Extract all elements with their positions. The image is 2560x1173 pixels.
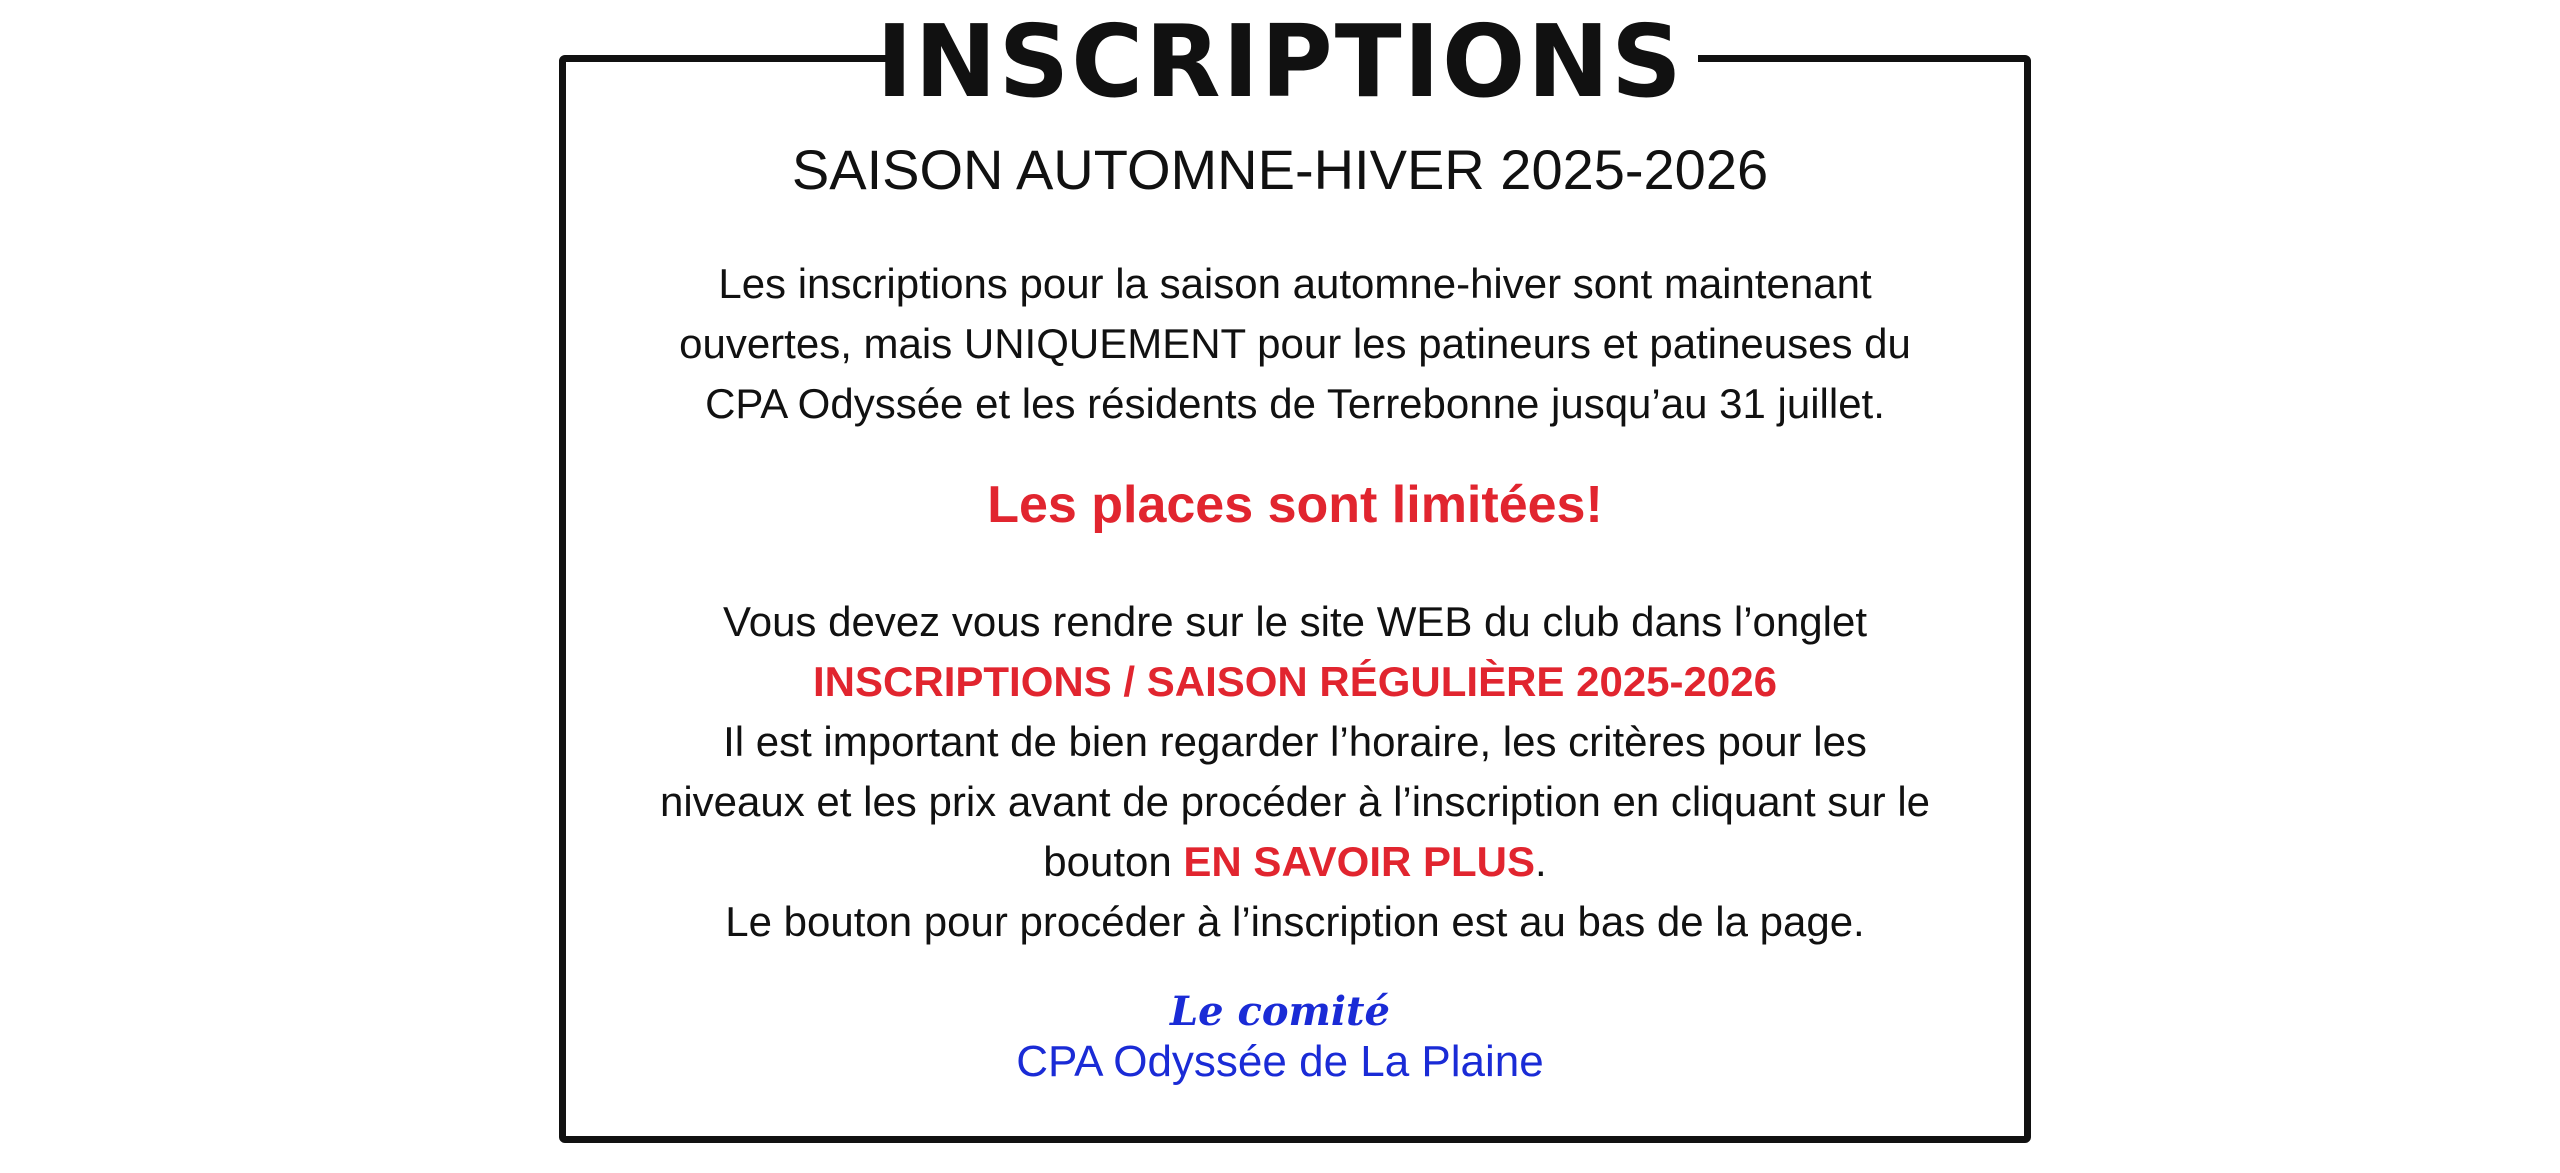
intro-line-1: Les inscriptions pour la saison automne-hiver sont maintenant [718, 260, 1872, 307]
signature-committee: Le comité [1170, 988, 1390, 1035]
intro-line-2: ouvertes, mais UNIQUEMENT pour les patineurs et patineuses du [679, 320, 1911, 367]
instructions-paragraph [560, 592, 2030, 952]
intro-line-3: CPA Odyssée et les résidents de Terrebonne jusqu’au 31 juillet. [705, 380, 1885, 427]
signature-club-name: CPA Odyssée de La Plaine [1016, 1037, 1544, 1086]
instructions-line-5-prefix: bouton [1043, 838, 1184, 885]
instructions-line-4: niveaux et les prix avant de procéder à l’inscription en cliquant sur le [659, 778, 1931, 825]
intro-paragraph [560, 254, 2030, 434]
instructions-line-5 [560, 832, 2030, 892]
instructions-line-3: Il est important de bien regarder l’horaire, les critères pour les [723, 718, 1867, 765]
instructions-line-1: Vous devez vous rendre sur le site WEB du club dans l’onglet [723, 598, 1867, 645]
limited-places-alert: Les places sont limitées! [987, 476, 1603, 534]
instructions-line-6: Le bouton pour procéder à l’inscription est au bas de la page. [725, 898, 1865, 945]
page-title: INSCRIPTIONS [876, 3, 1684, 120]
registration-tab-name: INSCRIPTIONS / SAISON RÉGULIÈRE 2025-2026 [813, 658, 1777, 705]
instructions-line-5-suffix: . [1535, 838, 1547, 885]
season-subtitle: SAISON AUTOMNE-HIVER 2025-2026 [791, 138, 1769, 201]
learn-more-button-name: EN SAVOIR PLUS [1183, 838, 1536, 885]
